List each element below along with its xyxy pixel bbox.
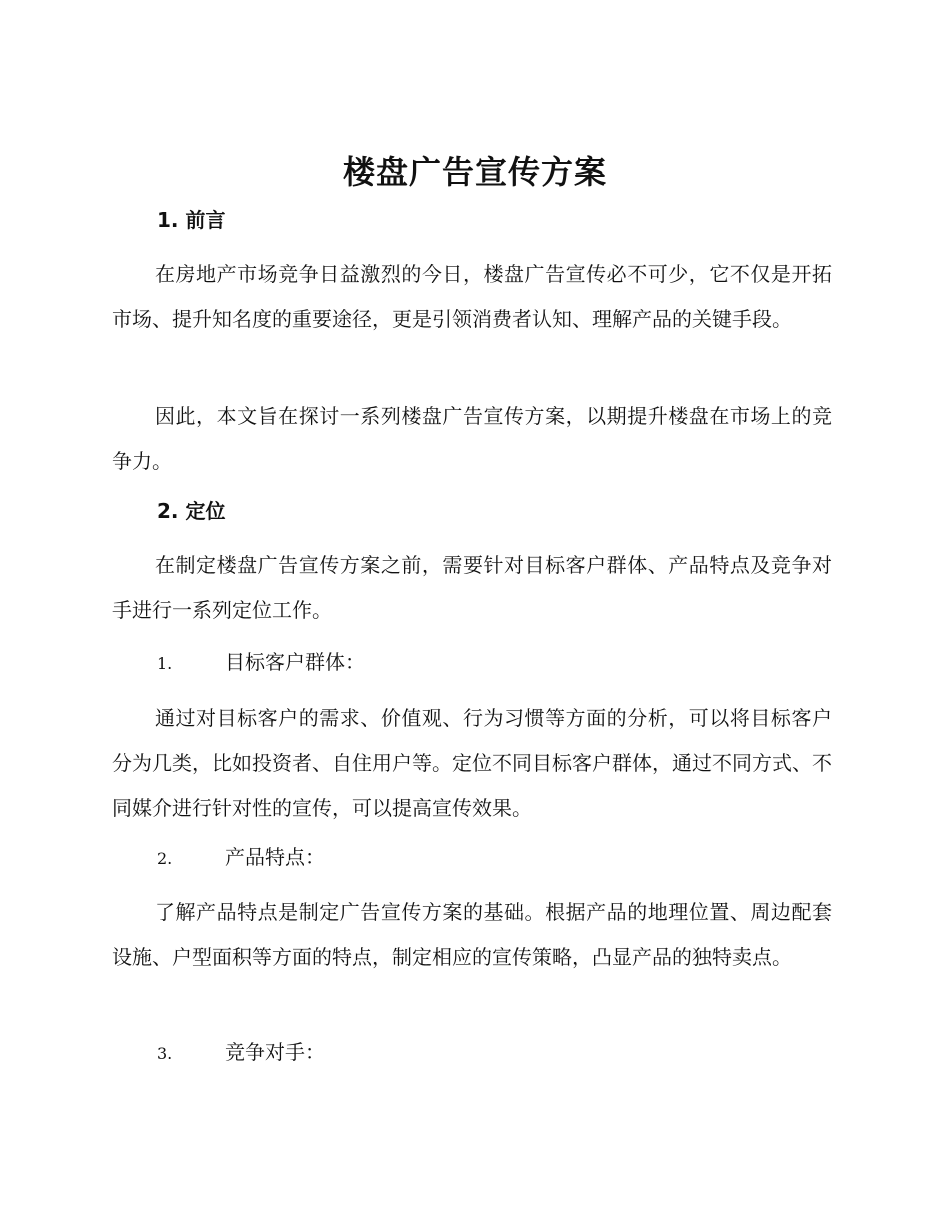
section-heading-preface: 1. 前言 bbox=[157, 208, 226, 232]
paragraph-target-customers: 通过对目标客户的需求、价值观、行为习惯等方面的分析，可以将目标客户分为几类，比如投资者、自住用户等。定位不同目标客户群体，通过不同方式、不同媒介进行针对性的宣传，可以提高宣传效果。 bbox=[112, 706, 832, 820]
list-number: 3. bbox=[157, 1044, 173, 1063]
list-label: 竞争对手： bbox=[225, 1040, 325, 1064]
list-label: 产品特点： bbox=[225, 845, 325, 869]
document-title: 楼盘广告宣传方案 bbox=[342, 153, 607, 191]
paragraph-preface-1: 在房地产市场竞争日益激烈的今日，楼盘广告宣传必不可少，它不仅是开拓市场、提升知名度的重要途径，更是引领消费者认知、理解产品的关键手段。 bbox=[112, 262, 832, 331]
paragraph-product-features: 了解产品特点是制定广告宣传方案的基础。根据产品的地理位置、周边配套设施、户型面积等方面的特点，制定相应的宣传策略，凸显产品的独特卖点。 bbox=[112, 900, 832, 969]
paragraph-positioning-intro: 在制定楼盘广告宣传方案之前，需要针对目标客户群体、产品特点及竞争对手进行一系列定位工作。 bbox=[112, 553, 832, 622]
list-item-competitors bbox=[157, 1038, 325, 1068]
list-label: 目标客户群体： bbox=[225, 650, 365, 674]
list-number: 1. bbox=[157, 654, 173, 673]
section-heading-positioning: 2. 定位 bbox=[157, 499, 226, 523]
list-item-target-customers bbox=[157, 648, 365, 678]
paragraph-preface-2: 因此，本文旨在探讨一系列楼盘广告宣传方案，以期提升楼盘在市场上的竞争力。 bbox=[112, 404, 832, 473]
list-number: 2. bbox=[157, 849, 173, 868]
list-item-product-features bbox=[157, 843, 325, 873]
